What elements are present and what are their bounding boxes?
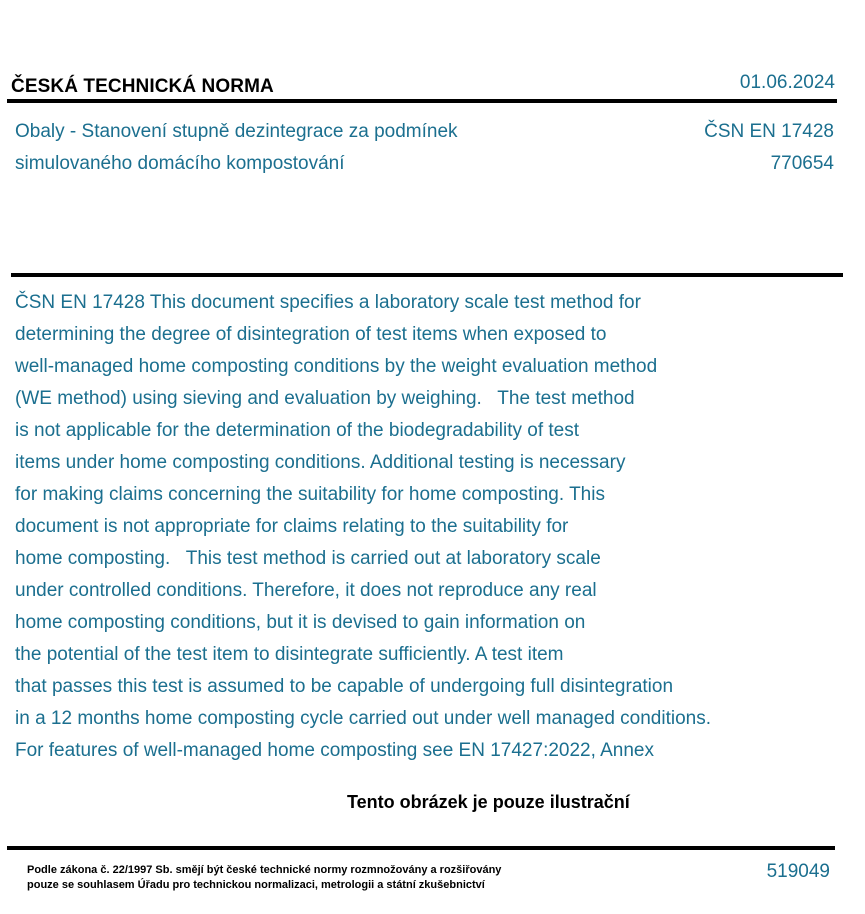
document-header-title: ČESKÁ TECHNICKÁ NORMA xyxy=(11,76,274,97)
abstract-line: determining the degree of disintegration of test items when exposed to xyxy=(15,324,607,345)
abstract-line: items under home composting conditions. Additional testing is necessary xyxy=(15,452,626,473)
abstract-line: well-managed home composting conditions by the weight evaluation method xyxy=(15,356,658,377)
publication-date: 01.06.2024 xyxy=(739,72,835,93)
abstract-text xyxy=(15,287,845,767)
standard-title-line: Obaly - Stanovení stupně dezintegrace za podmínek xyxy=(15,121,458,142)
abstract-line: document is not appropriate for claims relating to the suitability for xyxy=(15,516,569,537)
class-number: 770654 xyxy=(770,153,834,174)
standard-identifiers xyxy=(704,116,834,180)
section-divider xyxy=(11,273,843,277)
abstract-line: (WE method) using sieving and evaluation by weighing. The test method xyxy=(15,388,635,409)
abstract-line: For features of well-managed home composting see EN 17427:2022, Annex xyxy=(15,740,654,761)
header-divider xyxy=(7,99,837,103)
legal-notice-line: pouze se souhlasem Úřadu pro technickou normalizaci, metrologii a státní zkušebnictví xyxy=(27,879,485,891)
abstract-line: for making claims concerning the suitability for home composting. This xyxy=(15,484,605,505)
abstract-line: that passes this test is assumed to be capable of undergoing full disintegration xyxy=(15,676,674,697)
standard-title xyxy=(15,116,615,180)
legal-notice xyxy=(27,863,501,893)
abstract-line: is not applicable for the determination of the biodegradability of test xyxy=(15,420,580,441)
illustration-notice: Tento obrázek je pouze ilustrační xyxy=(347,792,630,812)
abstract-line: the potential of the test item to disintegrate sufficiently. A test item xyxy=(15,644,564,665)
legal-notice-line: Podle zákona č. 22/1997 Sb. smějí být české technické normy rozmnožovány a rozšiřovány xyxy=(27,864,502,876)
standard-title-line: simulovaného domácího kompostování xyxy=(15,153,345,174)
standard-code: ČSN EN 17428 xyxy=(704,121,834,142)
abstract-line: under controlled conditions. Therefore, it does not reproduce any real xyxy=(15,580,597,601)
footer-divider xyxy=(7,846,835,850)
document-number: 519049 xyxy=(766,861,830,882)
abstract-line: ČSN EN 17428 This document specifies a laboratory scale test method for xyxy=(15,292,641,313)
abstract-line: in a 12 months home composting cycle carried out under well managed conditions. xyxy=(15,708,711,729)
abstract-line: home composting conditions, but it is devised to gain information on xyxy=(15,612,586,633)
abstract-line: home composting. This test method is carried out at laboratory scale xyxy=(15,548,601,569)
